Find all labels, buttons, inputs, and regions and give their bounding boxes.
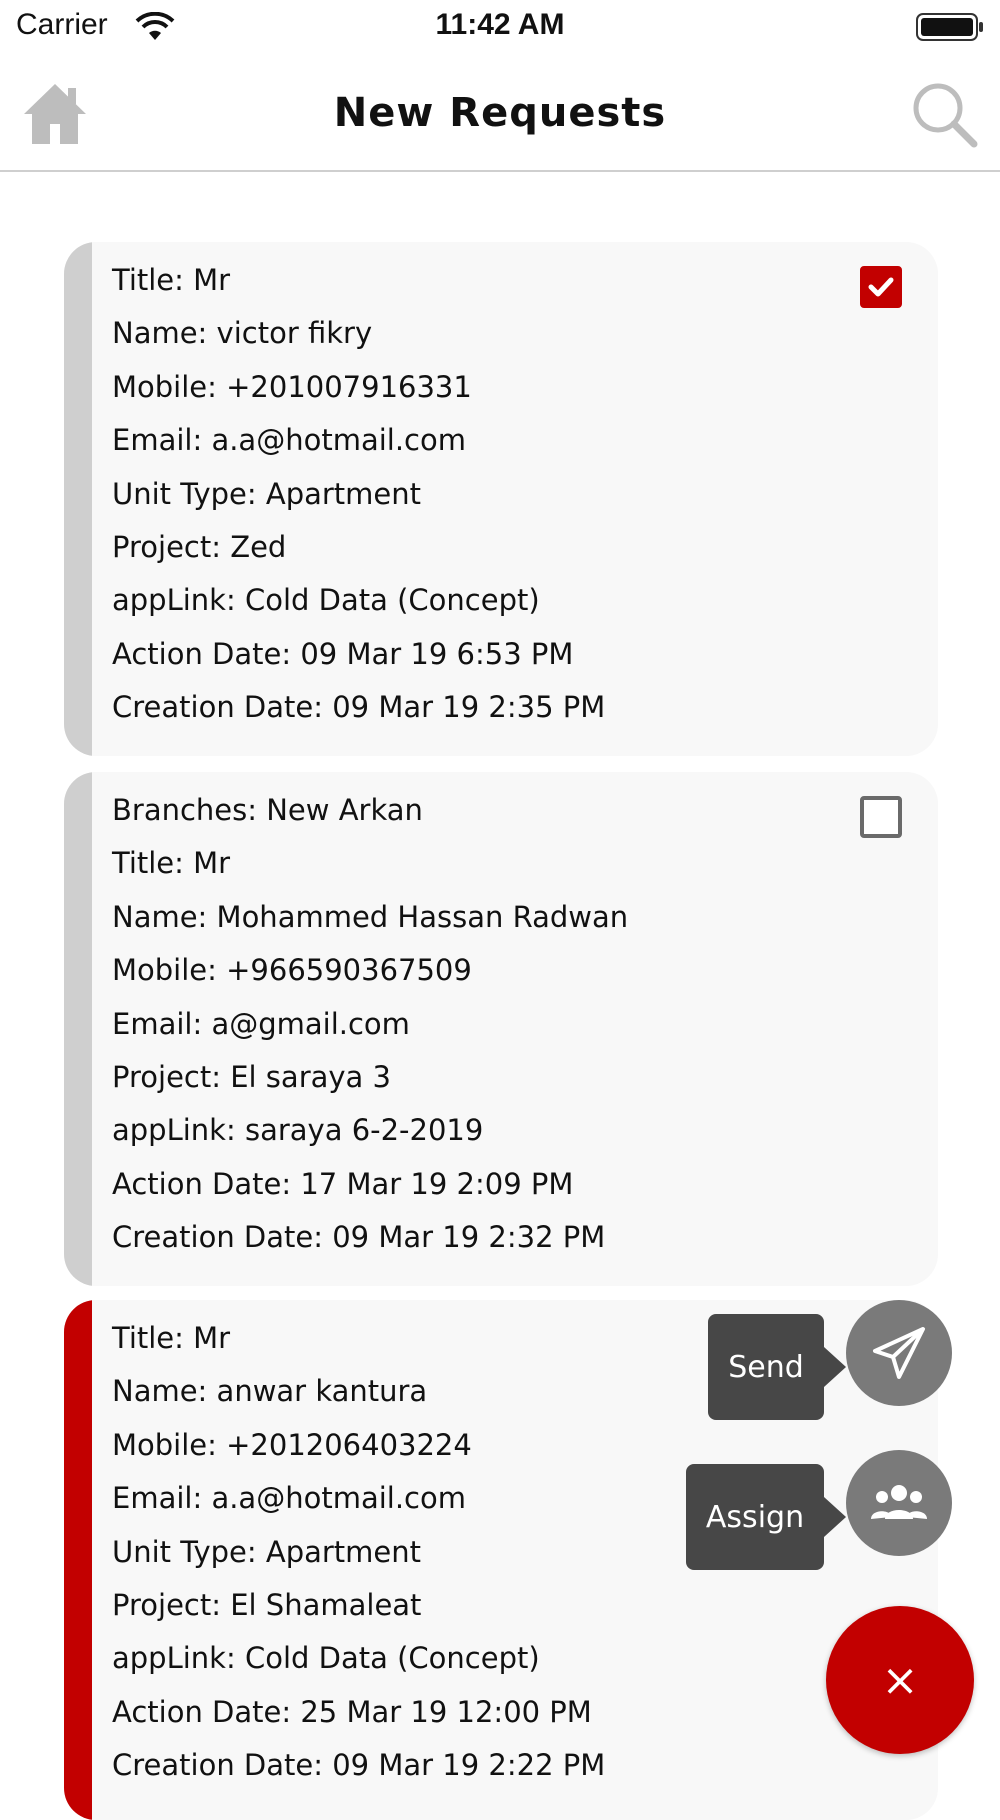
select-checkbox[interactable]	[860, 796, 902, 838]
field-project: Project: El saraya 3	[112, 1059, 391, 1094]
checkmark-icon	[866, 272, 896, 302]
group-icon	[869, 1479, 929, 1527]
request-card[interactable]	[64, 242, 938, 756]
send-label[interactable]: Send	[708, 1314, 824, 1420]
field-applink: appLink: Cold Data (Concept)	[112, 583, 540, 618]
field-project: Project: Zed	[112, 529, 287, 564]
field-applink: appLink: Cold Data (Concept)	[112, 1641, 540, 1676]
field-title: Title: Mr	[112, 263, 231, 297]
field-unit-type: Unit Type: Apartment	[112, 476, 422, 511]
status-bar	[0, 0, 1000, 56]
field-branches: Branches: New Arkan	[112, 793, 423, 827]
field-project: Project: El Shamaleat	[112, 1587, 422, 1622]
field-title: Title: Mr	[112, 846, 231, 881]
close-icon: ×	[881, 1654, 919, 1706]
search-button[interactable]	[910, 80, 980, 150]
status-time: 11:42 AM	[435, 8, 565, 41]
field-email: Email: a.a@hotmail.com	[112, 1481, 466, 1516]
select-checkbox[interactable]	[860, 266, 902, 308]
field-title: Title: Mr	[112, 1321, 231, 1355]
request-card[interactable]	[64, 772, 938, 1286]
field-name: Name: victor fikry	[112, 316, 373, 351]
card-side-bar	[64, 1300, 92, 1820]
search-icon	[910, 80, 980, 150]
card-content	[112, 784, 938, 1265]
fab-close-button[interactable]	[826, 1606, 974, 1754]
field-email: Email: a@gmail.com	[112, 1006, 410, 1041]
assign-button[interactable]	[846, 1450, 952, 1556]
field-name: Name: Mohammed Hassan Radwan	[112, 899, 629, 934]
field-mobile: Mobile: +201206403224	[112, 1427, 472, 1462]
field-action-date: Action Date: 25 Mar 19 12:00 PM	[112, 1694, 592, 1729]
card-side-bar	[64, 772, 92, 1286]
field-action-date: Action Date: 17 Mar 19 2:09 PM	[112, 1166, 574, 1201]
paper-plane-icon	[871, 1325, 927, 1381]
card-content	[112, 254, 938, 735]
field-mobile: Mobile: +966590367509	[112, 953, 472, 988]
field-creation-date: Creation Date: 09 Mar 19 2:32 PM	[112, 1220, 606, 1255]
field-action-date: Action Date: 09 Mar 19 6:53 PM	[112, 636, 574, 671]
assign-label[interactable]: Assign	[686, 1464, 824, 1570]
field-applink: appLink: saraya 6-2-2019	[112, 1113, 484, 1148]
field-email: Email: a.a@hotmail.com	[112, 423, 466, 458]
field-unit-type: Unit Type: Apartment	[112, 1534, 422, 1569]
field-mobile: Mobile: +201007916331	[112, 369, 472, 404]
page-title: New Requests	[333, 90, 667, 136]
battery-icon	[916, 12, 984, 50]
navigation-bar	[0, 60, 1000, 172]
card-side-bar	[64, 242, 92, 756]
field-creation-date: Creation Date: 09 Mar 19 2:35 PM	[112, 690, 606, 725]
send-button[interactable]	[846, 1300, 952, 1406]
carrier-label: Carrier	[16, 8, 108, 41]
field-creation-date: Creation Date: 09 Mar 19 2:22 PM	[112, 1748, 606, 1783]
field-name: Name: anwar kantura	[112, 1374, 428, 1409]
